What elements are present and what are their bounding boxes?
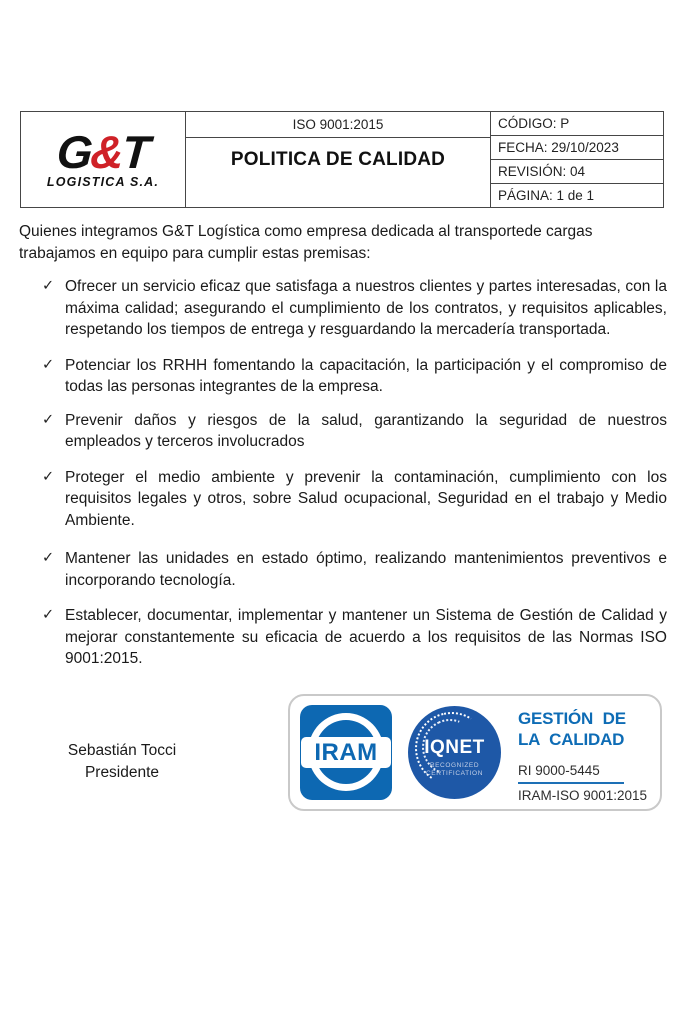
certified-standard: IRAM-ISO 9001:2015 — [518, 788, 648, 803]
scheme-line2: LA CALIDAD — [518, 730, 625, 749]
bullet-text: Mantener las unidades en estado óptimo, realizando mantenimientos preventivos e incorporando tecnología. — [65, 550, 667, 589]
certification-text-block — [518, 708, 656, 803]
bullet-text: Establecer, documentar, implementar y mantener un Sistema de Gestión de Calidad y mejorar constantemente su eficacia de acuerdo a los requisitos de las Normas ISO 9001:2015. — [65, 607, 667, 667]
meta-fecha: FECHA: 29/10/2023 — [491, 136, 663, 160]
logo-ampersand: & — [89, 125, 125, 178]
certification-scheme — [518, 708, 656, 750]
iso-standard-label: ISO 9001:2015 — [186, 112, 490, 138]
header-meta-column — [491, 112, 663, 207]
logo-subtitle: LOGISTICA S.A. — [46, 174, 160, 189]
checkmark-icon: ✓ — [42, 356, 55, 373]
bullet-text: Potenciar los RRHH fomentando la capacitación, la participación y el compromiso de todas las personas integrantes de la empresa. — [65, 356, 667, 395]
list-item — [19, 276, 667, 341]
bullet-text: Proteger el medio ambiente y prevenir la contaminación, cumplimiento con los requisitos legales y otros, sobre Salud ocupacional, Seguridad en el trabajo y Medio Ambiente. — [65, 468, 667, 529]
checkmark-icon: ✓ — [42, 607, 55, 623]
signatory-title: Presidente — [84, 764, 160, 781]
bullet-text: Prevenir daños y riesgos de la salud, garantizando la seguridad de nuestros empleados y terceros involucrados — [65, 411, 667, 450]
meta-codigo: CÓDIGO: P — [491, 112, 663, 136]
iqnet-label: IQNET — [424, 736, 485, 758]
registration-number: RI 9000-5445 — [518, 763, 624, 784]
list-item — [19, 605, 667, 670]
document-header-table — [20, 111, 664, 208]
scheme-line1: GESTIÓN DE — [518, 709, 626, 728]
iqnet-subtitle — [426, 762, 483, 779]
iram-logo-icon — [300, 705, 392, 800]
checkmark-icon: ✓ — [42, 411, 55, 428]
list-item — [19, 548, 667, 591]
iram-label: IRAM — [314, 738, 378, 766]
company-logo — [21, 112, 186, 207]
list-item — [19, 355, 667, 398]
iram-label-band — [301, 737, 391, 768]
policy-bullet-list — [19, 276, 667, 684]
iqnet-subtitle-line1: RECOGNIZED — [429, 761, 480, 769]
list-item — [19, 410, 667, 453]
checkmark-icon: ✓ — [42, 278, 55, 294]
document-title: POLITICA DE CALIDAD — [230, 149, 446, 170]
certification-badge — [288, 694, 662, 811]
intro-paragraph: Quienes integramos G&T Logística como empresa dedicada al transportede cargas trabajamos en equipo para cumplir estas premisas: — [19, 223, 593, 262]
iqnet-logo-icon — [408, 706, 501, 799]
meta-revision: REVISIÓN: 04 — [491, 160, 663, 184]
iqnet-subtitle-line2: CERTIFICATION — [425, 770, 484, 777]
signature-block — [38, 740, 206, 784]
logo-letter-t: T — [120, 125, 151, 178]
checkmark-icon: ✓ — [42, 468, 55, 485]
gt-logo-wordmark — [55, 125, 151, 178]
header-center-column — [186, 112, 491, 207]
logo-letter-g: G — [55, 125, 94, 178]
checkmark-icon: ✓ — [42, 550, 55, 566]
list-item — [19, 467, 667, 532]
meta-pagina: PÁGINA: 1 de 1 — [498, 188, 595, 203]
bullet-text: Ofrecer un servicio eficaz que satisfaga a nuestros clientes y partes interesadas, con la máxima calidad; asegurando el cumplimiento de los contratos, y requisitos aplicables, respetando los tiempos de entrega y resguardando la mercadería transportada. — [65, 278, 667, 338]
signatory-name: Sebastián Tocci — [67, 742, 177, 759]
